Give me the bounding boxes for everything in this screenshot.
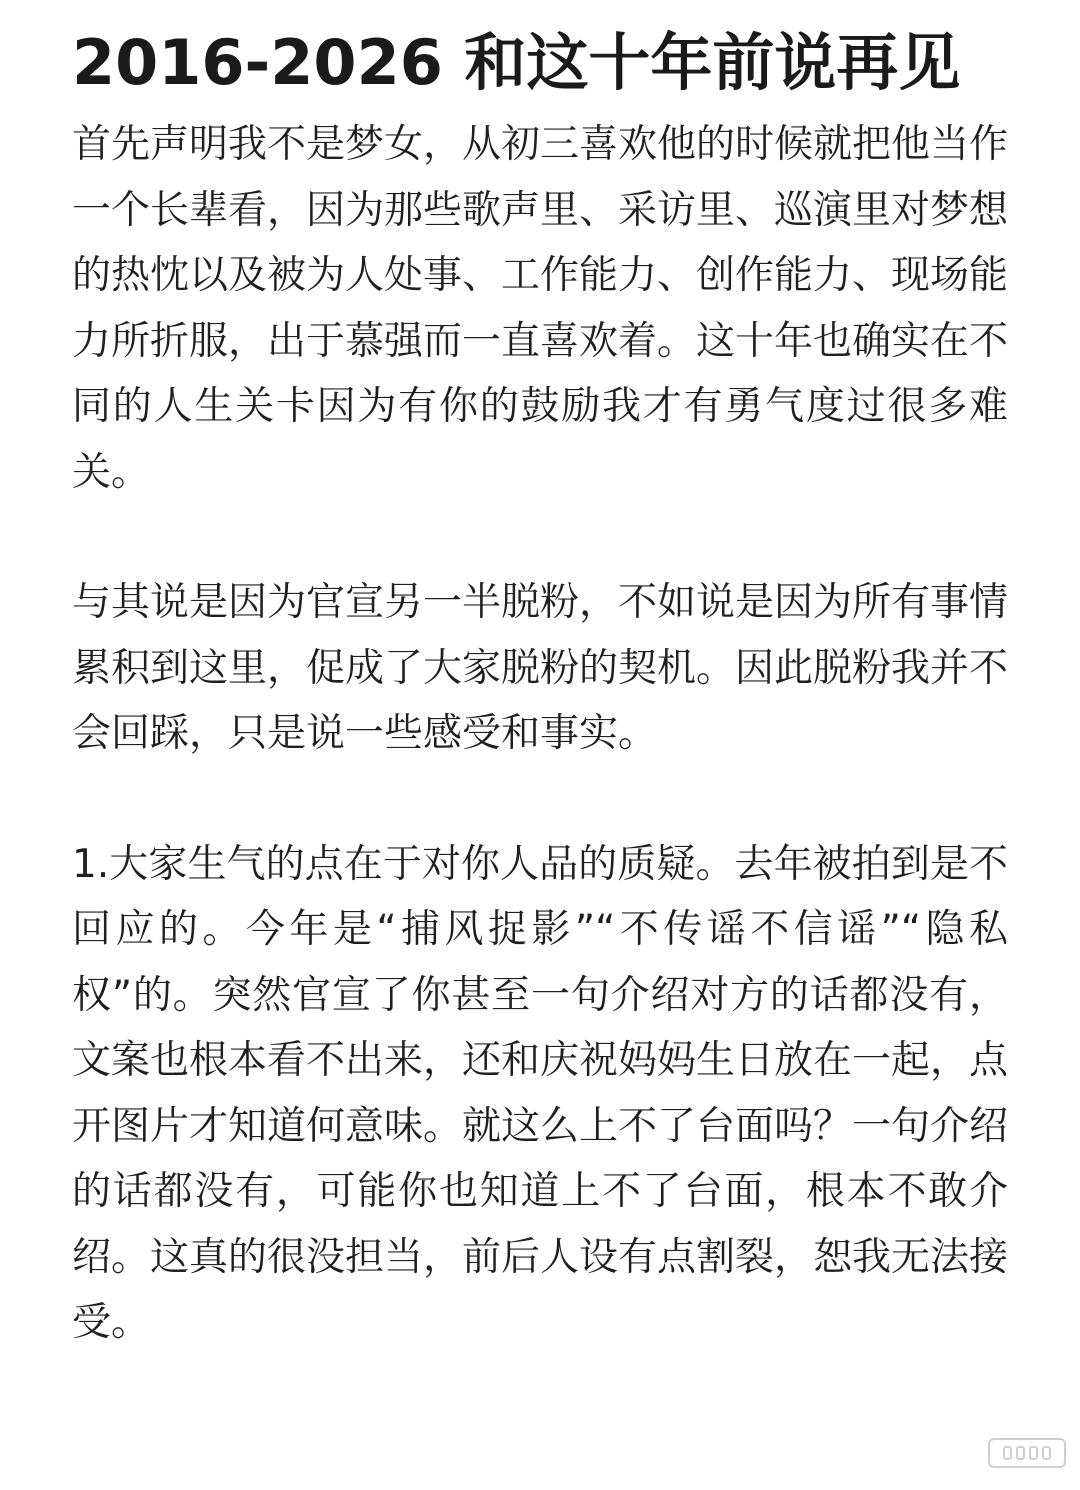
image-stack-icon-bar [1029, 1446, 1038, 1460]
paragraph-3: 1.大家生气的点在于对你人品的质疑。去年被拍到是不回应的。今年是“捕风捉影”“不传谣不信谣”“隐私权”的。突然官宣了你甚至一句介绍对方的话都没有，文案也根本看不出来，还和庆祝妈妈生日放在一起，点开图片才知道何意味。就这么上不了台面吗？一句介绍的话都没有，可能你也知道上不了台面，根本不敢介绍。这真的很没担当，前后人设有点割裂，恕我无法接受。 [72, 841, 1009, 1345]
image-stack-icon-bar [1003, 1446, 1012, 1460]
article [72, 18, 1008, 1356]
paragraph-spacer [72, 767, 1008, 832]
image-stack-icon [988, 1438, 1066, 1468]
paragraph-2: 与其说是因为官宣另一半脱粉，不如说是因为所有事情累积到这里，促成了大家脱粉的契机。因此脱粉我并不会回踩，只是说一些感受和事实。 [72, 580, 1009, 756]
paragraph-1: 首先声明我不是梦女，从初三喜欢他的时候就把他当作一个长辈看，因为那些歌声里、采访里、巡演里对梦想的热忱以及被为人处事、工作能力、创作能力、现场能力所折服，出于慕强而一直喜欢着。这十年也确实在不同的人生关卡因为有你的鼓励我才有勇气度过很多难关。 [72, 122, 1009, 495]
image-stack-icon-bar [1042, 1446, 1051, 1460]
paragraph-spacer [72, 505, 1008, 570]
image-stack-icon-bar [1016, 1446, 1025, 1460]
article-title: 2016-2026 和这十年前说再见 [72, 26, 961, 99]
